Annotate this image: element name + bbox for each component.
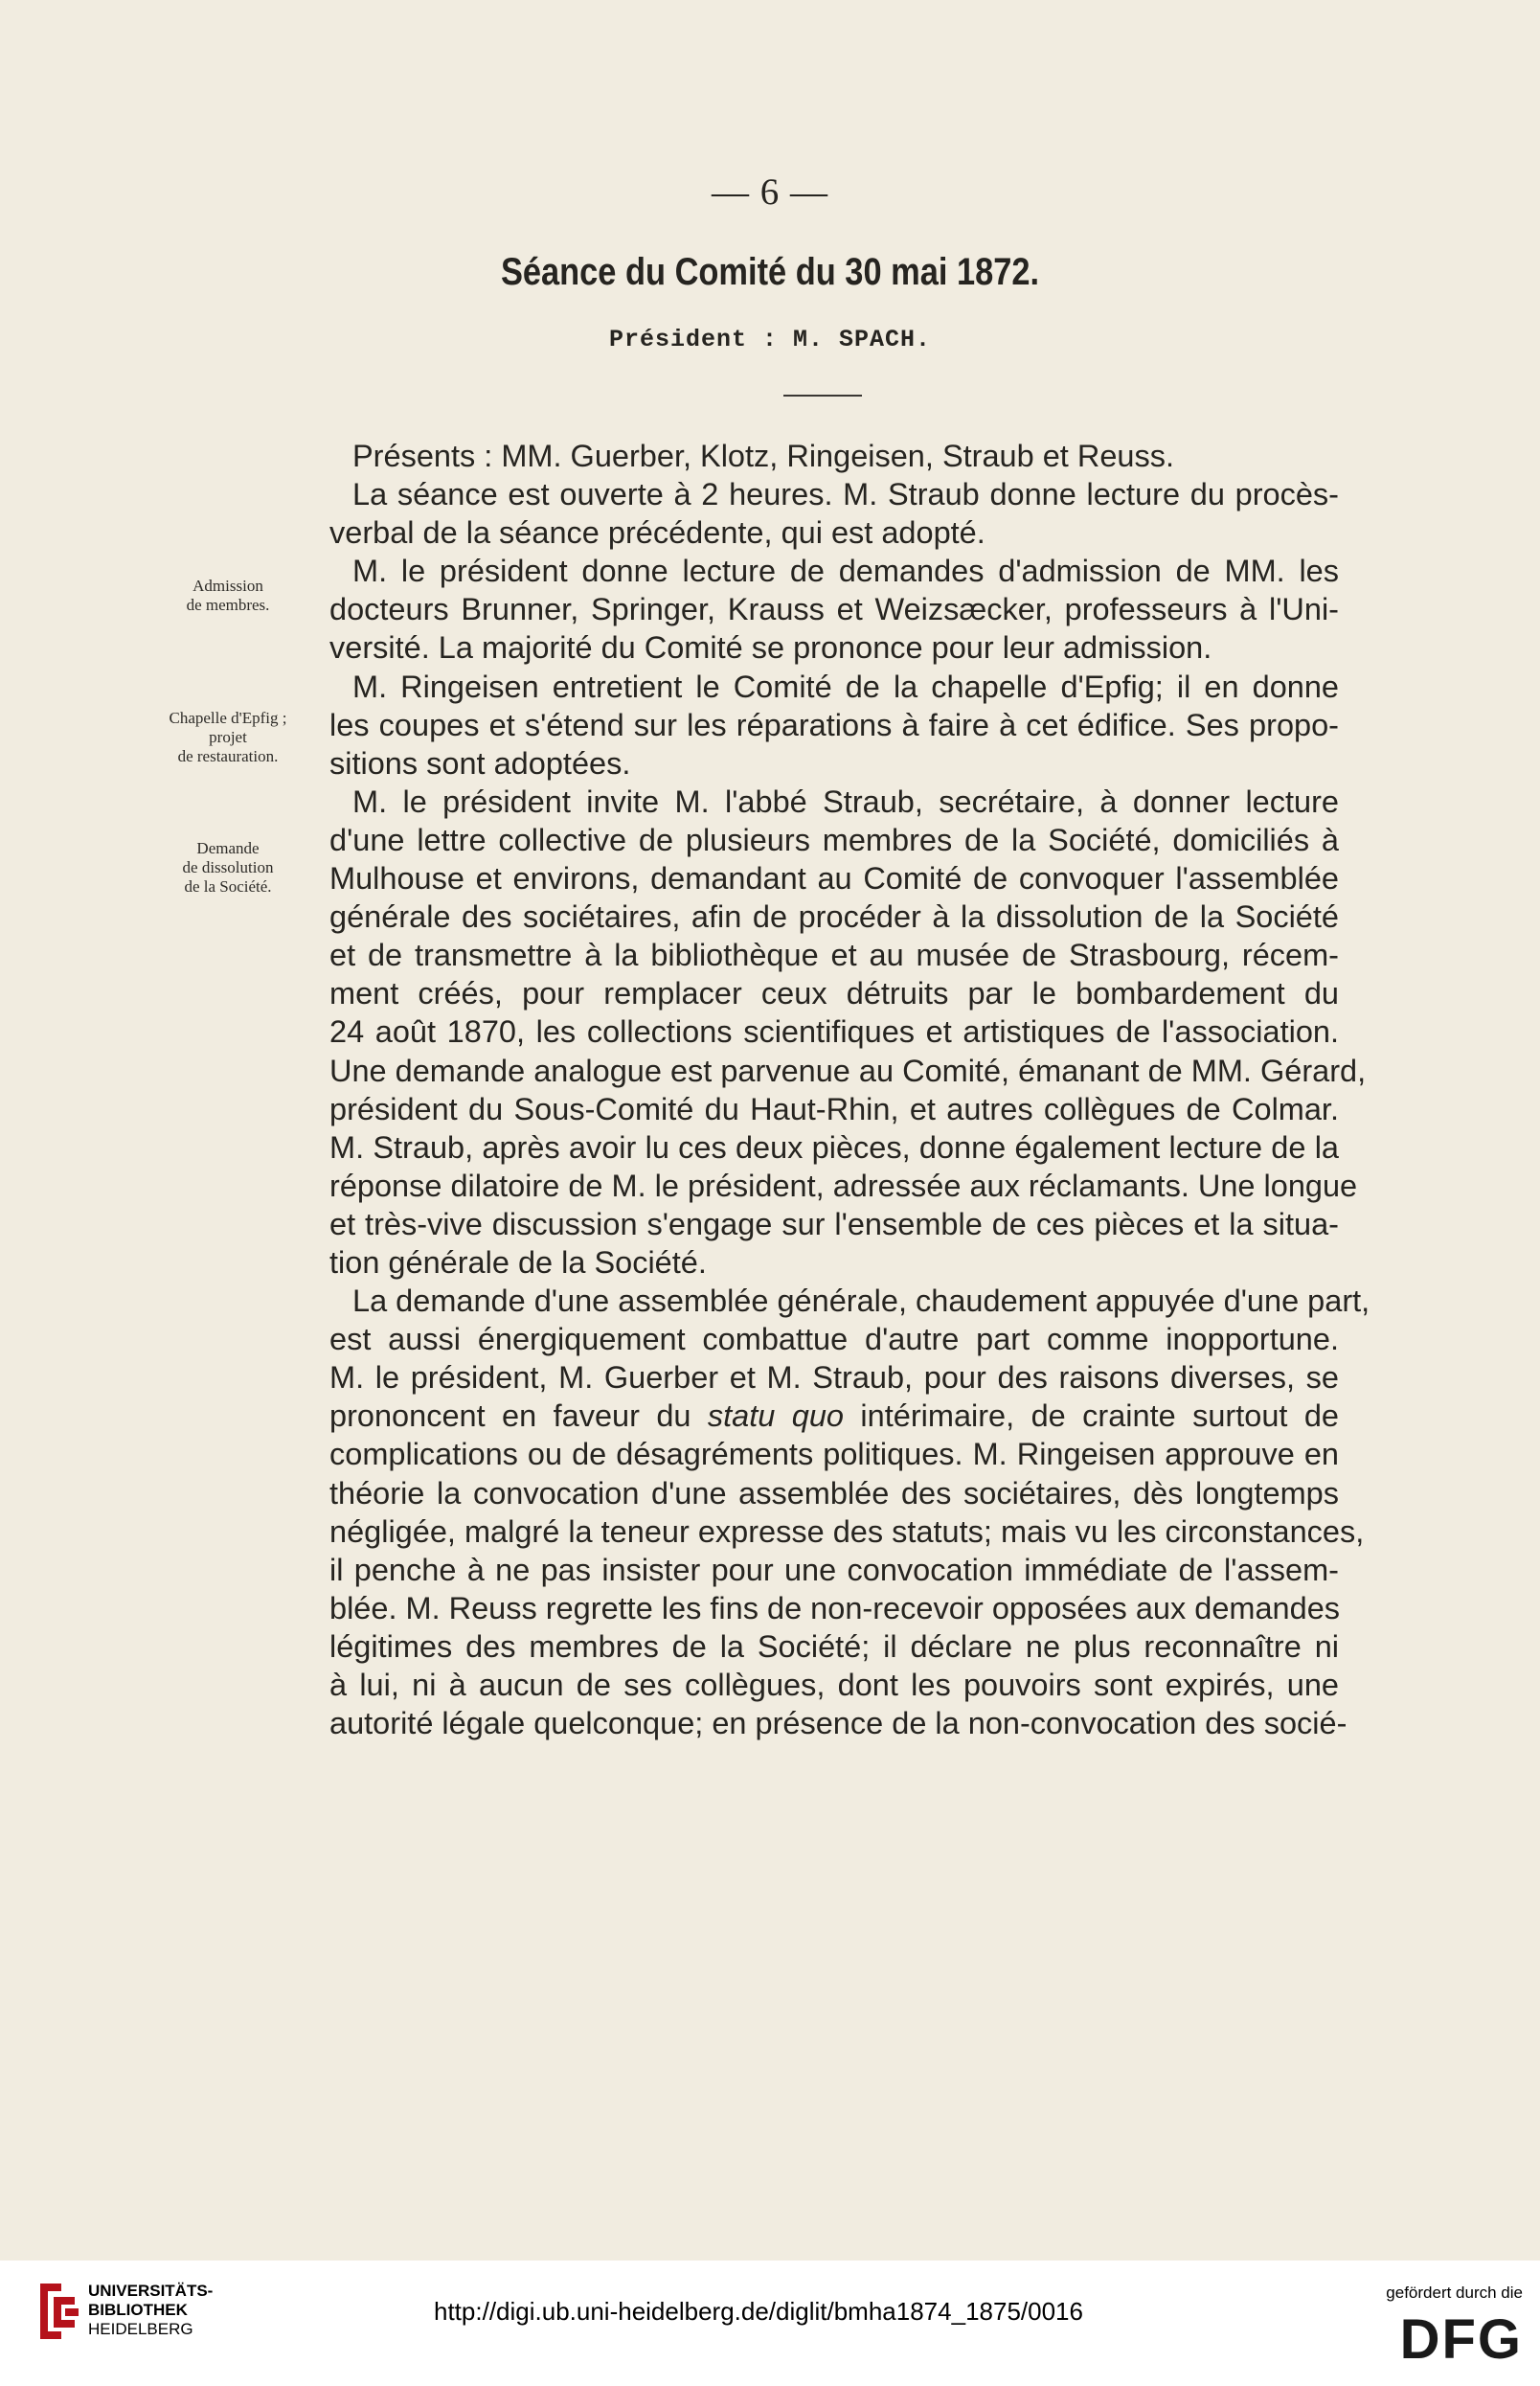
text-line: à lui, ni à aucun de ses collègues, dont les pouvoirs sont expirés, une: [329, 1668, 1339, 1702]
text-line: prononcent en faveur du statu quo intérimaire, de crainte surtout de: [329, 1398, 1340, 1434]
text-line: M. Ringeisen entretient le Comité de la chapelle d'Epfig; il en donne: [352, 669, 1339, 704]
text-line: président du Sous-Comité du Haut-Rhin, et autres collègues de Colmar.: [329, 1091, 1339, 1126]
dfg-logo-icon: [1370, 2306, 1523, 2366]
text-line: M. le président, M. Guerber et M. Straub, pour des raisons diverses, se: [329, 1360, 1339, 1396]
margin-note-line: de la Société.: [184, 877, 272, 896]
text-line: sitions sont adoptées.: [329, 745, 631, 781]
text-line: les coupes et s'étend sur les réparations à faire à cet édifice. Ses propo-: [329, 707, 1339, 742]
text-line: générale des sociétaires, afin de procéder à la dissolution de la Société: [329, 899, 1339, 935]
president-line: Président : M. SPACH.: [608, 326, 932, 353]
dfg-logo-text: DFG: [1399, 2308, 1523, 2366]
text-line: négligée, malgré la teneur expresse des statuts; mais vu les circonstances,: [329, 1513, 1365, 1549]
text-line: réponse dilatoire de M. le président, adressée aux réclamants. Une longue: [329, 1168, 1358, 1203]
margin-note-chapelle: [142, 709, 314, 766]
source-url-link[interactable]: http://digi.ub.uni-heidelberg.de/diglit/bmha1874_1875/0016: [434, 2297, 1083, 2326]
body-text: [329, 437, 1370, 1742]
text-line: est aussi énergiquement combattue d'autre part comme inopportune.: [329, 1322, 1339, 1357]
margin-note-line: de dissolution: [182, 858, 274, 876]
text-line: M. Straub, après avoir lu ces deux pièces, donne également lecture de la: [329, 1129, 1339, 1165]
text-line: et de transmettre à la bibliothèque et au musée de Strasbourg, récem-: [329, 938, 1339, 973]
text-line: Présents : MM. Guerber, Klotz, Ringeisen, Straub et Reuss.: [352, 439, 1175, 473]
text-line: blée. M. Reuss regrette les fins de non-recevoir opposées aux demandes: [329, 1590, 1341, 1625]
library-name-line: UNIVERSITÄTS-: [88, 2282, 214, 2300]
margin-note-line: Demande: [196, 839, 260, 857]
page-number: — 6 —: [712, 171, 828, 213]
text-line: M. le président donne lecture de demandes d'admission de MM. les: [352, 554, 1339, 589]
library-logo-icon: [33, 2282, 80, 2341]
margin-note-line: de membres.: [186, 596, 270, 614]
text-line: Une demande analogue est parvenue au Comité, émanant de MM. Gérard,: [329, 1053, 1367, 1088]
library-name-line: HEIDELBERG: [88, 2320, 193, 2338]
text-line: complications ou de désagréments politiques. M. Ringeisen approuve en: [329, 1437, 1339, 1472]
text-line: ment créés, pour remplacer ceux détruits par le bombardement du: [329, 976, 1339, 1011]
text-line: 24 août 1870, les collections scientifiques et artistiques de l'association.: [329, 1014, 1339, 1050]
margin-note-line: projet: [209, 728, 247, 746]
margin-note-line: Admission: [192, 577, 263, 595]
margin-note-line: de restauration.: [177, 747, 279, 765]
text-line: théorie la convocation d'une assemblée des sociétaires, dès longtemps: [329, 1475, 1339, 1511]
margin-note-admission: [142, 577, 314, 615]
text-line: versité. La majorité du Comité se prononce pour leur admission.: [329, 630, 1212, 666]
text-line: docteurs Brunner, Springer, Krauss et Weizsæcker, professeurs à l'Uni-: [329, 592, 1339, 627]
text-line: tion générale de la Société.: [329, 1244, 707, 1280]
library-name-line: BIBLIOTHEK: [88, 2301, 188, 2319]
text-line: et très-vive discussion s'engage sur l'ensemble de ces pièces et la situa-: [329, 1206, 1339, 1241]
library-name: [88, 2282, 213, 2339]
text-line: La demande d'une assemblée générale, chaudement appuyée d'une part,: [352, 1284, 1370, 1319]
text-line: M. le président invite M. l'abbé Straub, secrétaire, à donner lecture: [352, 784, 1339, 819]
text-line: Mulhouse et environs, demandant au Comité de convoquer l'assemblée: [329, 861, 1339, 897]
text-line: d'une lettre collective de plusieurs membres de la Société, domiciliés à: [329, 822, 1339, 857]
text-line: La séance est ouverte à 2 heures. M. Straub donne lecture du procès-: [352, 477, 1339, 512]
text-line: autorité légale quelconque; en présence de la non-convocation des socié-: [329, 1706, 1348, 1741]
page-title: Séance du Comité du 30 mai 1872.: [500, 251, 1040, 293]
text-line: verbal de la séance précédente, qui est adopté.: [329, 515, 985, 551]
margin-note-line: Chapelle d'Epfig ;: [169, 709, 287, 727]
text-line: il penche à ne pas insister pour une convocation immédiate de l'assem-: [329, 1552, 1339, 1587]
title-divider: [783, 395, 862, 397]
text-line: légitimes des membres de la Société; il déclare ne plus reconnaître ni: [329, 1628, 1339, 1664]
margin-note-demande: [142, 839, 314, 897]
italic-phrase: statu quo: [707, 1398, 845, 1434]
funded-by-label: gefördert durch die: [1386, 2284, 1523, 2302]
